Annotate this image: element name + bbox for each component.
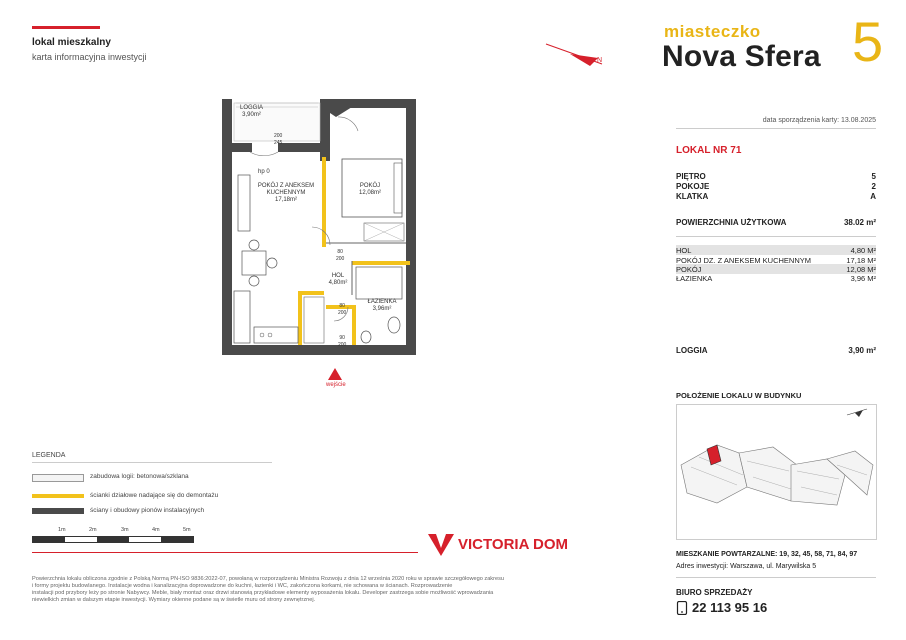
svg-text:N: N <box>597 57 603 64</box>
sales-divider <box>676 577 876 578</box>
footer-rule <box>32 552 418 553</box>
legend-text-partition: ścianki działowe nadające się do demontażu <box>90 492 219 499</box>
similar-units: MIESZKANIE POWTARZALNE: 19, 32, 45, 58, 71, 84, 97 <box>676 551 858 558</box>
entrance-label: wejście <box>326 382 346 388</box>
plan-dim-entrance: 90 200 <box>338 335 347 348</box>
legend-swatch-partition <box>32 494 84 498</box>
brand-line2: Nova Sfera <box>662 40 821 73</box>
plan-hall-label: HOL 4,80m² <box>328 273 348 286</box>
page-title: lokal mieszkalny <box>32 37 111 48</box>
sales-phone[interactable]: 22 113 95 16 <box>692 600 768 615</box>
room-row-living: POKÓJ DZ. Z ANEKSEM KUCHENNYM 17,18 M² <box>676 255 876 265</box>
card-date: data sporządzenia karty: 13.08.2025 <box>762 117 876 124</box>
room-row-room: POKÓJ 12,08 M² <box>676 264 876 274</box>
plan-bath-label: ŁAZIENKA 3,96m² <box>367 299 397 312</box>
lokal-number: LOKAL NR 71 <box>676 145 742 156</box>
plan-room-label: POKÓJ 12,08m² <box>358 183 381 196</box>
legend-title: LEGENDA <box>32 452 66 459</box>
scale-3m: 3m <box>121 527 129 533</box>
location-title: POŁOŻENIE LOKALU W BUDYNKU <box>676 391 802 400</box>
detail-rooms: POKOJE 2 <box>676 182 876 191</box>
developer-name: VICTORIA DOM <box>458 536 569 553</box>
brand-line1: miasteczko <box>664 22 761 41</box>
map-north-icon <box>847 409 867 417</box>
plan-dim-door-room: 80 200 <box>336 249 345 262</box>
brand-number: 5 <box>852 10 884 73</box>
plan-dim-loggia-door: 200 245 <box>274 133 283 146</box>
footer-disclaimer: Powierzchnia lokalu obliczona zgodnie z Polską Normą PN-ISO 9836:2022-07, powołaną w rozporządzeniu Ministra Rozwoju z dnia 12 września 2020 roku w sprawie szczegółowego zakresu i formy projektu budowlanego. Instalacje wodna i kanalizacyjna doprowadzone do kuchni, łazienki i WC, zakończona korkami, nie schowana w ścianach. Rozprowadzenie instalacji pod przybory leży po stronie Nabywcy. Meble, biały montaż oraz drzwi stanowią przykładowe elementy wyposażenia lokalu. Developer zastrzega sobie możliwość wprowadzania niewielkich zmian w dalszym etapie inwestycji. Wymiary okienne podane są w świetle muru od strony zewnętrznej. <box>32 576 504 603</box>
floor-plan <box>218 95 418 365</box>
north-arrow-icon <box>540 40 610 70</box>
scale-2m: 2m <box>89 527 97 533</box>
building-outline-icon <box>677 405 876 539</box>
room-row-bath: ŁAZIENKA 3,96 M² <box>676 273 876 283</box>
entrance-arrow-icon <box>328 368 342 380</box>
usable-area: POWIERZCHNIA UŻYTKOWA 38.02 m² <box>676 218 876 227</box>
plan-hp-label: hp 0 <box>258 169 270 175</box>
room-row-hall: HOL 4,80 M² <box>676 245 876 255</box>
date-divider <box>676 128 876 129</box>
investment-address: Adres inwestycji: Warszawa, ul. Marywilska 5 <box>676 563 817 570</box>
detail-floor: PIĘTRO 5 <box>676 172 876 181</box>
building-location-map <box>676 404 877 540</box>
legend-divider <box>32 462 272 463</box>
phone-icon <box>676 601 688 615</box>
scale-4m: 4m <box>152 527 160 533</box>
detail-staircase: KLATKA A <box>676 192 876 201</box>
victoria-dom-logo-icon <box>428 532 454 556</box>
scale-1m: 1m <box>58 527 66 533</box>
legend-text-loggia: zabudowa logii: betonowa/szklana <box>90 473 189 480</box>
plan-living-label: POKÓJ Z ANEKSEM KUCHENNYM 17,18m² <box>257 183 315 203</box>
scale-5m: 5m <box>183 527 191 533</box>
legend-text-wall: ściany i obudowy pionów instalacyjnych <box>90 507 205 514</box>
plan-dim-door-bath: 80 200 <box>338 303 347 316</box>
header-accent-bar <box>32 26 100 29</box>
area-divider <box>676 236 876 237</box>
plan-loggia-label: LOGGIA 3,90m² <box>240 105 264 118</box>
legend-swatch-wall <box>32 508 84 514</box>
scale-bar <box>32 536 194 543</box>
legend-swatch-loggia <box>32 474 84 482</box>
page-subtitle: karta informacyjna inwestycji <box>32 52 147 62</box>
loggia-row: LOGGIA 3,90 m² <box>676 346 876 355</box>
sales-label: BIURO SPRZEDAŻY <box>676 588 753 597</box>
